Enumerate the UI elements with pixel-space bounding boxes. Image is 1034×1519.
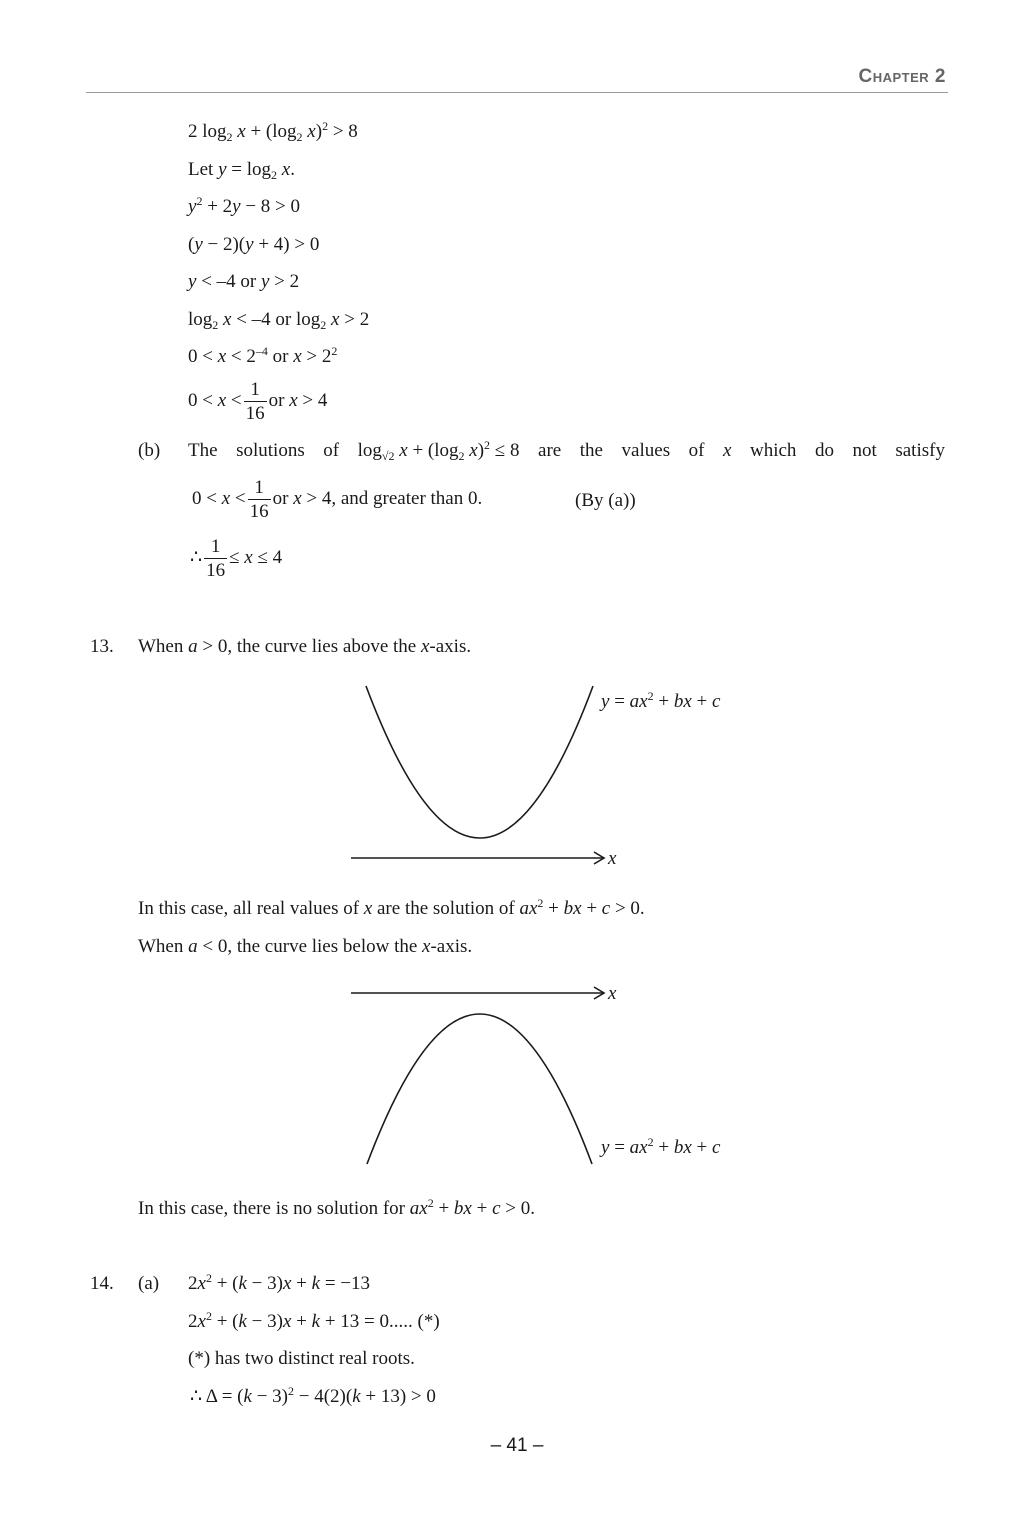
downward-parabola-curve <box>367 1014 592 1164</box>
q14-line-4: ∴ $\Delta = (k - 3)^2 - 4(2)(k + 13) > 0$ <box>190 1384 436 1407</box>
q14-number: 14. <box>90 1273 114 1294</box>
graph1-axis-label: x <box>608 848 617 869</box>
q14-line-3: (*) has two distinct real roots. <box>188 1348 415 1369</box>
q12b-statement: The solutions of $\log_{√2} x + (\log_2$ x)$^2$ ≤ 8 are the values of x which do not satisfy <box>188 438 945 463</box>
chapter-header: Chapter 2 <box>858 66 946 87</box>
q14-line-2: $2x^2 + (k - 3)x + k + 13 = 0$..... (*) <box>188 1309 440 1332</box>
q12b-label: (b) <box>138 440 161 461</box>
q13-intro-2: When a < 0, the curve lies below the x-axis. <box>138 936 473 957</box>
q12b-conclusion: ∴ $\frac{1}{16}$ ≤ x ≤ 4 <box>190 536 283 581</box>
q13-case-2: In this case, there is no solution for $ax^2$ + bx + c > 0. <box>138 1196 535 1219</box>
q12a-line-5: y < –4 or y > 2 <box>188 271 300 292</box>
q12a-line-4: (y − 2)(y + 4) > 0 <box>188 234 320 255</box>
q12a-line-8: 0 < x < $\frac{1}{16}$ or x > 4 <box>188 379 328 424</box>
q13-case-1: In this case, all real values of x are the solution of $ax^2$ + bx + c > 0. <box>138 896 645 919</box>
q12a-line-1: 2 $\log_2 x + (\log_2$ x)$^2$ > 8 <box>188 119 358 144</box>
q13-number: 13. <box>90 636 114 657</box>
q12b-reference: (By (a)) <box>575 490 636 511</box>
page-number: – 41 – <box>490 1435 544 1456</box>
q14-line-1: $2x^2 + (k - 3)x + k = -13$ <box>188 1271 370 1294</box>
graph1-curve-label: $y = ax^2$ + bx + c <box>601 689 721 712</box>
q14-label: (a) <box>138 1273 160 1294</box>
q12a-line-7: $0 < x < 2^{-4}$ or $x > 2^2$ <box>188 344 338 367</box>
q13-intro: When a > 0, the curve lies above the x-axis. <box>138 636 472 657</box>
q12b-condition: 0 < x < $\frac{1}{16}$ or x > 4, and greater than 0. <box>192 477 483 522</box>
q12a-line-6: $\log_2 x < -4$ or $\log_2 x > 2$ <box>188 309 370 332</box>
graph2-curve-label: $y = ax^2$ + bx + c <box>601 1135 721 1158</box>
q12a-line-3: $y^2 + 2y - 8 > 0$ <box>188 194 301 217</box>
graph2-axis-label: x <box>608 983 617 1004</box>
q12a-line-2: Let $y = \log_2 x$. <box>188 159 295 182</box>
